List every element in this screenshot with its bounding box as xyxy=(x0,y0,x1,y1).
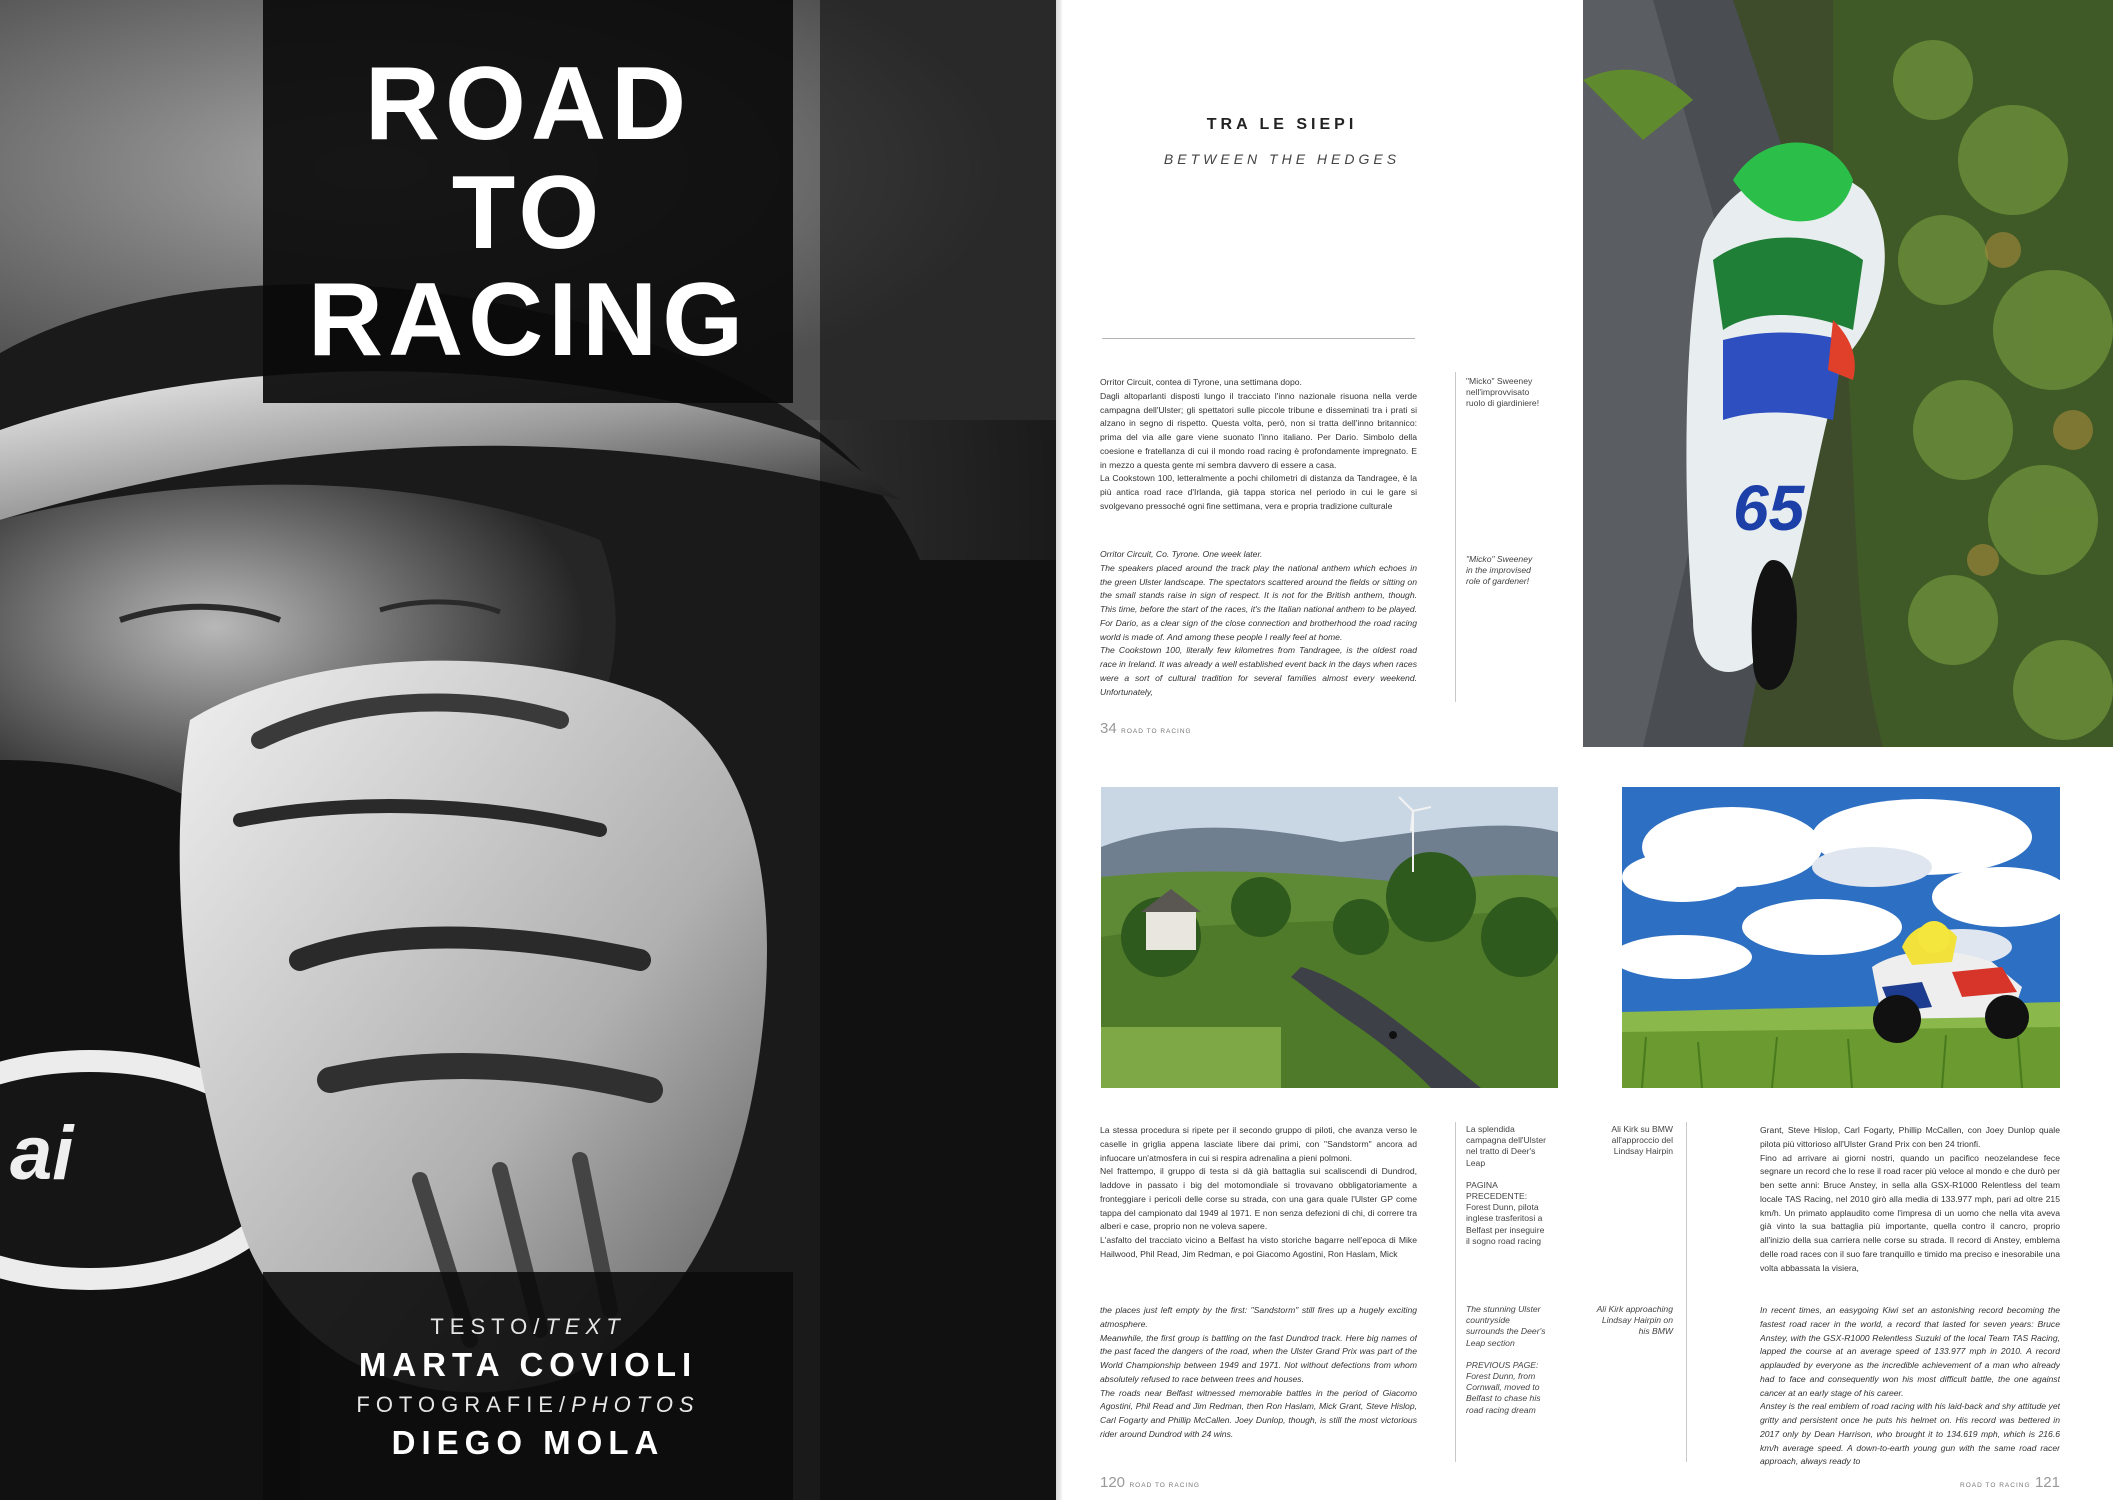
countryside-road-photo xyxy=(1101,787,1558,1088)
section-subheading: BETWEEN THE HEDGES xyxy=(1163,151,1401,167)
page-number: 34 xyxy=(1100,720,1117,737)
caption-divider-121 xyxy=(1686,1122,1687,1462)
body-text-italian-121: Grant, Steve Hislop, Carl Fogarty, Phillip McCallen, con Joey Dunlop quale pilota più vittorioso all'Ulster Grand Prix con ben 24 trionfi. Fino ad arrivare ai giorni nostri, quando un pacifico neozelandese fece segnare un record che lo rese il road racer più veloce al mondo e che durò per ben sette anni: Bruce Anstey, in sella alla GSX-R1000 Relentless del team locale TAS Racing, nel 2010 girò alla media di 133.977 mph, pari ad oltre 215 km/h. Un primato applaudito come l'impresa di un uomo che nella vita aveva già vinto la sua battaglia più importante, quella contro il cancro, proprio all'inizio della sua carriera nelle corse su strada. Il record di Anstey, emblema delle road races con il suo fare tranquillo e timido ma preciso e inesorabile una volta abbassata la visiera, xyxy=(1760,1125,2060,1273)
bike-race-number: 65 xyxy=(1733,472,1805,544)
rider-hedge-illustration xyxy=(1583,0,2113,747)
page-number: 121 xyxy=(2034,1474,2060,1491)
ali-kirk-photo xyxy=(1622,787,2060,1088)
helmet-logo: ai xyxy=(10,1111,74,1196)
body-text-italian-120: La stessa procedura si ripete per il secondo gruppo di piloti, che avanza verso le caselle in griglia appena lasciate libere dai primi, con "Sandstorm" ancora ad infuocare un'atmosfera in cui si respira adrenalina a pieni polmoni. Nel frattempo, il gruppo di testa si dà già battaglia sui scaliscendi di Dundrod, laddove in passato i big del motomondiale si trovavano obbligatoriamente a fronteggiare i pericoli delle corse su strada, con una gara quale l'Ulster GP come tappa del campionato dal 1949 al 1971. E non senza defezioni di chi, di correre tra alberi e case, proprio non ne voleva sapere. L'asfalto del tracciato vicino a Belfast ha visto storiche bagarre nell'epoca di Mike Hailwood, Phil Read, Jim Redman, e poi Giacomo Agostini, Ron Haslam, Mick xyxy=(1100,1125,1417,1259)
title-line-1: ROAD xyxy=(364,46,692,162)
folio-label: ROAD TO RACING xyxy=(1121,728,1192,735)
photo-caption-english-120: The stunning Ulster countryside surrounds the Deer's Leap section PREVIOUS PAGE: Forest Dunn, from Cornwall, moved to Belfast to chase his road racing dream xyxy=(1466,1304,1546,1415)
page-folio-121 xyxy=(1960,1474,2060,1492)
author-name: MARTA COVIOLI xyxy=(358,1346,698,1383)
photo-caption-english: "Micko" Sweeney in the improvised role of gardener! xyxy=(1466,554,1533,587)
credits-box xyxy=(263,1272,793,1500)
body-text-italian: Orritor Circuit, contea di Tyrone, una settimana dopo. Dagli altoparlanti disposti lungo il tracciato l'inno nazionale risuona nella verde campagna dell'Ulster; gli spettatori sulle piccole tribune e disseminati tra i prati si alzano in segno di rispetto. Questa volta, però, non si tratta dell'inno britannico: prima del via alle gare viene suonato l'inno italiano. Per Dario. Simbolo della coesione e fratellanza di cui il mondo road racing è profondamente impregnato. E in mezzo a questa gente mi sembra davvero di essere a casa. La Cookstown 100, letteralmente a pochi chilometri di distanza da Tandragee, è la più antica road race d'Irlanda, già tappa storica nel periodo in cui le gare si svolgevano pressoché ogni fine settimana, vera e propria tradizione culturale xyxy=(1100,377,1417,511)
heading-rule xyxy=(1102,338,1415,339)
photographer-name: DIEGO MOLA xyxy=(391,1424,665,1461)
folio-label: ROAD TO RACING xyxy=(1960,1482,2031,1489)
title-box xyxy=(263,0,793,403)
countryside-illustration xyxy=(1101,787,1558,1088)
title-line-3: RACING xyxy=(307,262,749,378)
rider-hedge-photo xyxy=(1583,0,2113,747)
cover-page xyxy=(0,0,1056,1500)
title-line-2: TO xyxy=(451,155,605,271)
photo-caption-english-121: Ali Kirk approaching Lindsay Hairpin on his BMW xyxy=(1596,1304,1673,1337)
page-folio-120 xyxy=(1100,1474,1200,1492)
spine-gutter xyxy=(1056,0,1062,1500)
photo-caption-italian: "Micko" Sweeney nell'improvvisato ruolo di giardiniere! xyxy=(1466,376,1540,409)
folio-label: ROAD TO RACING xyxy=(1129,1482,1200,1489)
page-number: 120 xyxy=(1100,1474,1126,1491)
photo-caption-italian-120: La splendida campagna dell'Ulster nel tratto di Deer's Leap PAGINA PRECEDENTE: Forest Dunn, pilota inglese trasferitosi a Belfast per inseguire il sogno road racing xyxy=(1466,1124,1546,1246)
ali-kirk-illustration xyxy=(1622,787,2060,1088)
caption-divider-120 xyxy=(1455,1122,1456,1462)
body-text-english-121: In recent times, an easygoing Kiwi set an astonishing record becoming the fastest road racer in the world, a record that lasted for seven years: Bruce Anstey, with the GSX-R1000 Relentless Suzuki of the local Team TAS Racing, lapped the course at an average speed of 133.977 mph in 2010. A record applauded by everyone as the incredible achievement of a man who already had to face and consequently won his most difficult battle, the one against cancer at an early stage of his career. Anstey is the real emblem of road racing with his laid-back and shy attitude yet gritty and persistent once he puts his helmet on. His record was bettered in 2017 only by Dean Harrison, who brought it to 134.619 mph, which is 216.6 km/h average speed. A down-to-earth young gun with the same road racer approach, always ready to xyxy=(1760,1305,2060,1467)
text-credit-label: TESTO/TEXT xyxy=(430,1314,626,1339)
body-text-english-120: the places just left empty by the first: "Sandstorm" still fires up a hugely exciting atmosphere. Meanwhile, the first group is battling on the fast Dundrod track. Here big names of the past faced the dangers of the road, when the Ulster Grand Prix was part of the World Championship between 1949 and 1971. Not without defections from whom absolutely refused to race between trees and houses. The roads near Belfast witnessed memorable battles in the period of Giacomo Agostini, Phil Read and Jim Redman, then Ron Haslam, Mick Grant, Steve Hislop, Carl Fogarty and Phillip McCallen. Joey Dunlop, though, is still the most victorious rider around Dundrod with 24 wins. xyxy=(1100,1305,1417,1439)
body-text-english: Orritor Circuit, Co. Tyrone. One week later. The speakers placed around the track play the national anthem which echoes in the green Ulster landscape. The spectators scattered around the fields or sitting on the small stands raise in sign of respect. It is not for the British anthem, though. This time, before the start of the races, it's the Italian national anthem to be played. For Dario, as a clear sign of the close connection and brotherhood the road racing world is made of. And among these people I really feel at home. The Cookstown 100, literally few kilometres from Tandragee, is the oldest road race in Ireland. It was already a well established event back in the days when races were a sort of cultural tradition for several families almost every weekend. Unfortunately, xyxy=(1100,549,1417,697)
page-folio-34 xyxy=(1100,720,1192,738)
section-heading: TRA LE SIEPI xyxy=(1206,116,1358,133)
photo-caption-italian-121: Ali Kirk su BMW all'approccio del Lindsay Hairpin xyxy=(1611,1124,1673,1157)
caption-divider xyxy=(1455,372,1456,702)
photo-credit-label: FOTOGRAFIE/PHOTOS xyxy=(356,1392,700,1417)
